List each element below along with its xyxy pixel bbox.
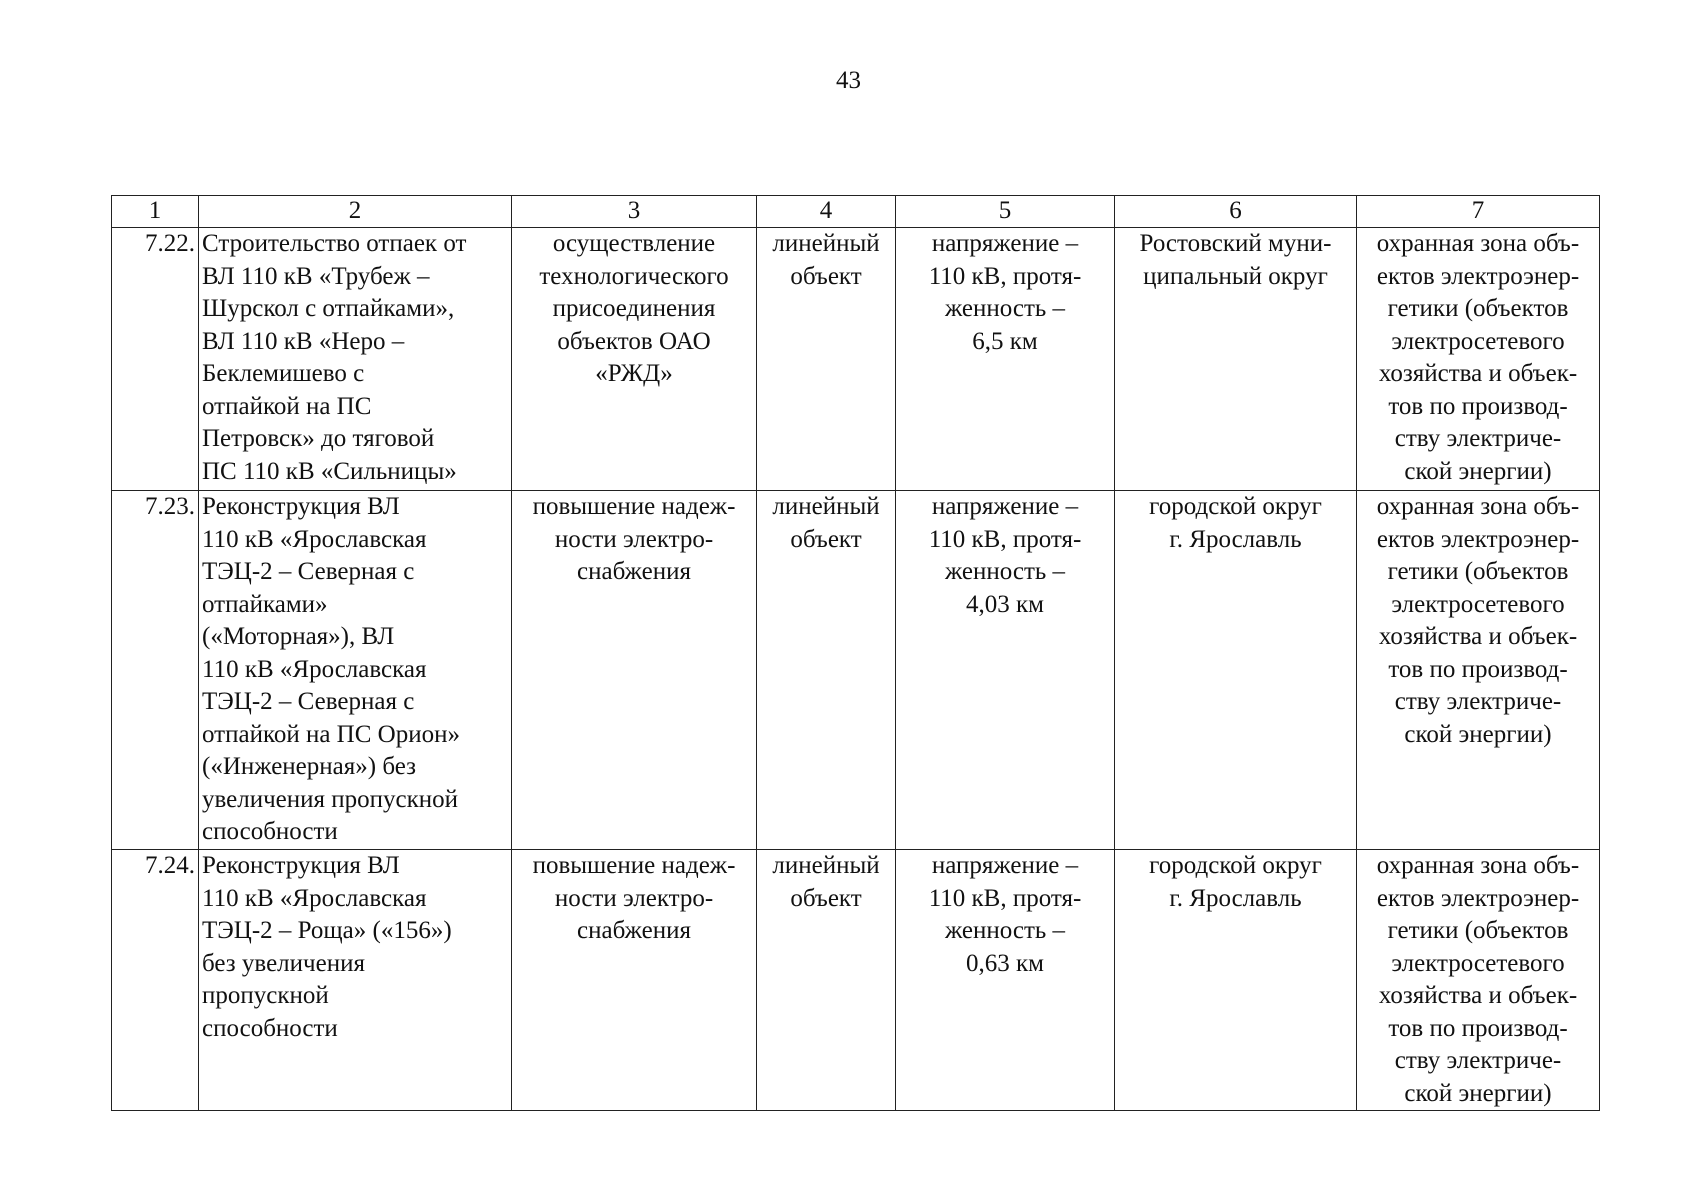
column-header-3: 3 <box>512 196 757 228</box>
row-number: 7.22. <box>112 228 199 491</box>
row-number: 7.23. <box>112 491 199 850</box>
object-params: напряжение – 110 кВ, протя- женность – 6,5 км <box>896 228 1115 491</box>
object-location: городской округ г. Ярославль <box>1115 850 1357 1111</box>
object-location: Ростовский муни- ципальный округ <box>1115 228 1357 491</box>
object-type: линейный объект <box>757 228 896 491</box>
column-header-6: 6 <box>1115 196 1357 228</box>
column-header-7: 7 <box>1357 196 1600 228</box>
object-zone: охранная зона объ- ектов электроэнер- гетики (объектов электросетевого хозяйства и объек- тов по производ- ству электриче- ской энергии) <box>1357 850 1600 1111</box>
object-params: напряжение – 110 кВ, протя- женность – 4,03 км <box>896 491 1115 850</box>
table-row <box>112 491 1600 850</box>
object-purpose: повышение надеж- ности электро- снабжения <box>512 850 757 1111</box>
object-name: Реконструкция ВЛ 110 кВ «Ярославская ТЭЦ-2 – Северная с отпайками» («Моторная»), ВЛ 110 кВ «Ярославская ТЭЦ-2 – Северная с отпайкой на ПС Орион» («Инженерная») без увеличения пропускной способности <box>199 491 512 850</box>
table-row <box>112 228 1600 491</box>
header-row <box>112 196 1600 228</box>
object-location: городской округ г. Ярославль <box>1115 491 1357 850</box>
object-name: Строительство отпаек от ВЛ 110 кВ «Трубеж – Шурскол с отпайками», ВЛ 110 кВ «Неро – Беклемишево с отпайкой на ПС Петровск» до тяговой ПС 110 кВ «Сильницы» <box>199 228 512 491</box>
column-header-4: 4 <box>757 196 896 228</box>
object-purpose: повышение надеж- ности электро- снабжения <box>512 491 757 850</box>
column-header-2: 2 <box>199 196 512 228</box>
object-zone: охранная зона объ- ектов электроэнер- гетики (объектов электросетевого хозяйства и объек- тов по производ- ству электриче- ской энергии) <box>1357 491 1600 850</box>
column-header-1: 1 <box>112 196 199 228</box>
objects-table <box>111 195 1600 1111</box>
row-number: 7.24. <box>112 850 199 1111</box>
object-purpose: осуществление технологического присоединения объектов ОАО «РЖД» <box>512 228 757 491</box>
object-params: напряжение – 110 кВ, протя- женность – 0,63 км <box>896 850 1115 1111</box>
object-type: линейный объект <box>757 491 896 850</box>
object-name: Реконструкция ВЛ 110 кВ «Ярославская ТЭЦ-2 – Роща» («156») без увеличения пропускной способности <box>199 850 512 1111</box>
column-header-5: 5 <box>896 196 1115 228</box>
page-number: 43 <box>836 67 861 94</box>
table-row <box>112 850 1600 1111</box>
object-zone: охранная зона объ- ектов электроэнер- гетики (объектов электросетевого хозяйства и объек- тов по производ- ству электриче- ской энергии) <box>1357 228 1600 491</box>
object-type: линейный объект <box>757 850 896 1111</box>
